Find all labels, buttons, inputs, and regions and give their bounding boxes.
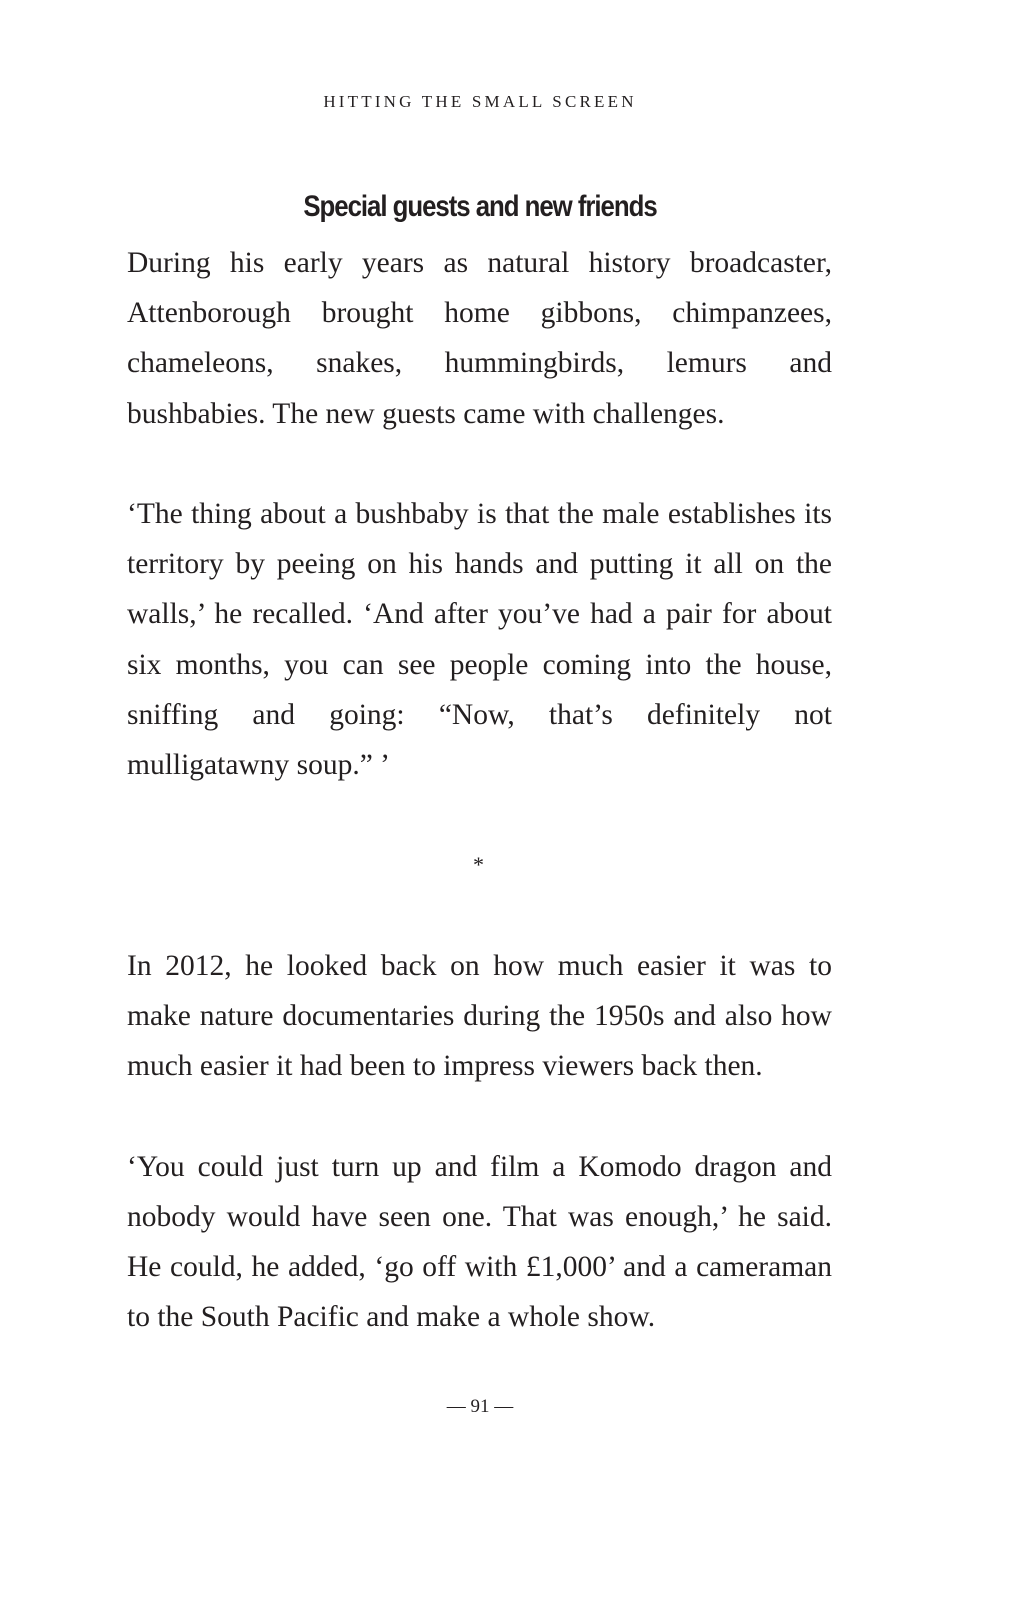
- section-separator: *: [473, 852, 484, 878]
- running-head: HITTING THE SMALL SCREEN: [323, 92, 637, 111]
- paragraph: In 2012, he looked back on how much easier it was to make nature documentaries during the 1950s and also how much easier it had been to impress viewers back then.: [127, 949, 832, 1083]
- page-number: — 91 —: [446, 1396, 514, 1417]
- section-heading: Special guests and new friends: [303, 190, 657, 223]
- body-text: [127, 238, 832, 1342]
- paragraph: ‘You could just turn up and film a Komodo dragon and nobody would have seen one. That was enough,’ he said. He could, he added, ‘go off with £1,000’ and a cameraman to the South Pacific and make a whole show.: [127, 1150, 832, 1334]
- paragraph: During his early years as natural history broadcaster, Attenborough brought home gibbons, chimpanzees, chameleons, snakes, hummingbirds, lemurs and bushbabies. The new guests came with challenges.: [127, 247, 832, 430]
- paragraph: ‘The thing about a bushbaby is that the male establishes its territory by peeing on his hands and putting it all on the walls,’ he recalled. ‘And after you’ve had a pair for about six months, you can see people coming into the house, sniffing and going: “Now, that’s definitely not mulligatawny soup.” ’: [127, 498, 832, 782]
